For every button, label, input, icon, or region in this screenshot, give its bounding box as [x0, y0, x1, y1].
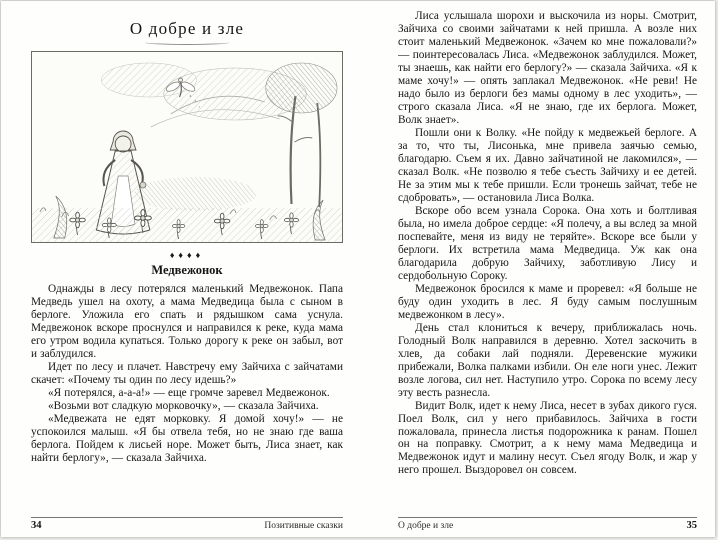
chapter-title: О добре и зле — [129, 19, 245, 38]
paragraph: День стал клониться к вечеру, приближалась ночь. Голодный Волк направился в деревню. Хотел заскочить в хлев, да собаки лай подняли. Деревенские мужики прибежали, Волка палками избили. Он еле ноги унес. Лежит возле логова, сил нет. Наступило утро. Сорока по всему лесу эту весть разнесла. — [398, 321, 697, 399]
page-right — [358, 1, 715, 537]
story-title: Медвежонок — [151, 263, 223, 277]
paragraph: «Медвежата не едят морковку. Я домой хочу!» — не успокоился малыш. «Я бы отвела тебя, но не знаю где ваша берлога. Пойдем к лисьей норе. Может быть, Лиса знает, как найти берлогу», — сказала Зайчиха. — [31, 412, 343, 464]
paragraph: Однажды в лесу потерялся маленький Медвежонок. Папа Медведь ушел на охоту, а мама Медведица была с сыном в берлоге. Уложила его спать и рядышком сама уснула. Медвежонок вскоре проснулся и направился к реке, куда мама его утром водила купаться. Только дорогу к реке он забыл, вот и заблудился. — [31, 283, 343, 360]
right-page-footer — [398, 517, 697, 531]
left-page-footer — [31, 517, 343, 531]
running-title: Позитивные сказки — [264, 521, 343, 531]
running-title: О добре и зле — [398, 521, 454, 531]
right-text-block — [398, 10, 697, 517]
page-number: 35 — [686, 520, 697, 531]
paragraph: Медвежонок бросился к маме и проревел: «Я больше не буду один уходить в лес. Я буду самым послушным медвежонком в лесу». — [398, 282, 697, 321]
title-flourish — [145, 40, 229, 45]
book-spread — [1, 1, 715, 537]
page-number: 34 — [31, 520, 42, 531]
section-divider: ♦♦♦♦ — [169, 250, 205, 260]
paragraph: Пошли они к Волку. «Не пойду к медвежьей берлоге. А за то, что ты, Лисонька, мне привела заячью семью, благодарю. Съем я их. Давно зайчатиной не лакомился», — сказал Волк. «Не позволю я тебе съесть Зайчиху и ее детей. Не за этим мы к тебе пришли. Если тронешь зайчат, тебе не сдобровать», — остановила Лиса Волка. — [398, 126, 697, 204]
paragraph: «Я потерялся, а-а-а!» — еще громче заревел Медвежонок. — [48, 386, 330, 399]
paragraph: Вскоре обо всем узнала Сорока. Она хоть и болтливая была, но имела доброе сердце: «Я полечу, а вы вслед за мной поспевайте, меня из виду не теряйте». Вскоре все были у берлоги. Их встретила мама Медведица. Уж как она благодарила добрую Зайчиху, заботливую Лису и сердобольную Сороку. — [398, 204, 697, 282]
fairy-forest-drawing — [32, 52, 342, 242]
left-text-block — [31, 283, 343, 517]
page-left — [1, 1, 358, 537]
paragraph: Лиса услышала шорохи и выскочила из норы. Смотрит, Зайчиха со своими зайчатами к ней пришла. А возле них стоит маленький Медвежонок. «Зачем ко мне пожаловали?» — поинтересовалась Лиса. «Медвежонок заблудился. Может, ты знаешь, как найти его берлогу?» — сказала Зайчиха. «Я к маме хочу!» — опять заплакал Медвежонок. «Не реви! Не надо было из берлоги без мамы одному в лес уходить», — строго сказала Лиса. «Я не знаю, где их берлога. Может, Волк знает». — [398, 10, 697, 126]
paragraph: «Возьми вот сладкую морковочку», — сказала Зайчиха. — [48, 399, 319, 412]
paragraph: Видит Волк, идет к нему Лиса, несет в зубах дикого гуся. Поел Волк, сил у него прибавилось. Зайчиха в гости пожаловала, принесла листья подорожника к ранам. Пошел он на поправку. Смотрит, а к нему мама Медведица и Медвежонок идут и малину несут. Съел ягоду Волк, и жар у него прошел. Выздоровел он совсем. — [398, 399, 697, 477]
paragraph: Идет по лесу и плачет. Навстречу ему Зайчиха с зайчатами скачет: «Почему ты один по лесу идешь?» — [31, 360, 343, 386]
story-illustration — [31, 51, 343, 243]
